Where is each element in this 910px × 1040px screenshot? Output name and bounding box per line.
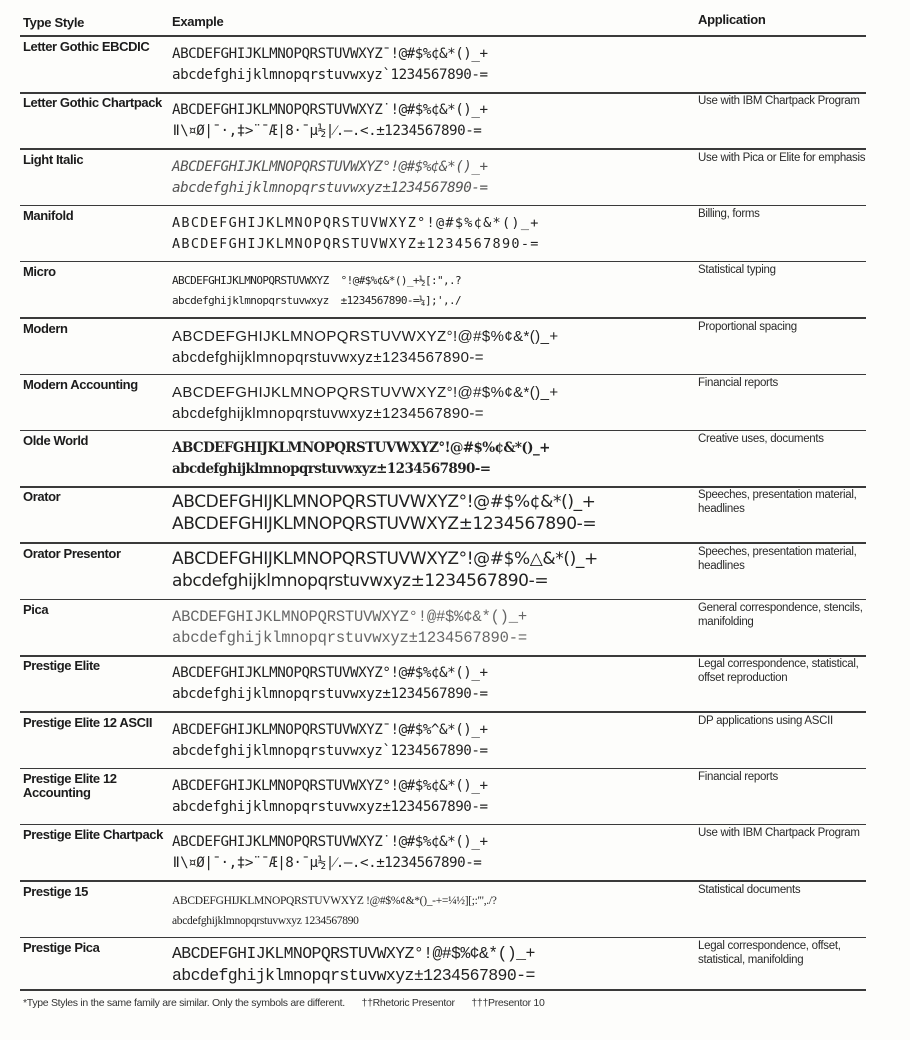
type-style-name: Light Italic — [23, 151, 84, 167]
example-line-2: abcdefghijklmnopqrstuvwxyz±1234567890-= — [172, 629, 527, 647]
type-style-name: Prestige Elite 12 Accounting — [23, 770, 117, 800]
row-divider — [20, 880, 866, 882]
type-example — [172, 213, 540, 255]
type-style-name: Pica — [23, 602, 49, 617]
example-line-2: abcdefghijklmnopqrstuvwxyz`1234567890-= — [172, 67, 488, 83]
example-line-1: ABCDEFGHIJKLMNOPQRSTUVWXYZ°!@#$%¢&*()_+ — [172, 158, 488, 175]
example-line-2: abcdefghijklmnopqrstuvwxyz±1234567890-= — [172, 798, 488, 815]
example-line-1: ABCDEFGHIJKLMNOPQRSTUVWXYZ°!@#$%¢&*()_+ — [172, 383, 559, 401]
example-line-2: abcdefghijklmnopqrstuvwxyz 1234567890 — [172, 914, 359, 927]
application-text: Billing, forms — [698, 207, 760, 220]
example-line-2: abcdefghijklmnopqrstuvwxyz ±1234567890-=¼];',./ — [172, 294, 462, 308]
example-line-1: ABCDEFGHIJKLMNOPQRSTUVWXYZ˙!@#$%¢&*()_+ — [172, 834, 488, 851]
header-rule — [20, 35, 866, 37]
type-style-name: Prestige Pica — [23, 939, 100, 955]
type-style-name: Prestige Elite Chartpack — [23, 827, 163, 843]
type-example — [172, 491, 596, 535]
type-example — [172, 548, 598, 592]
example-line-1: ABCDEFGHIJKLMNOPQRSTUVWXYZ¯!@#$%^&*()_+ — [172, 721, 488, 738]
example-line-1: ABCDEFGHIJKLMNOPQRSTUVWXYZ !@#$%¢&*()_-+=¼½][;:'",./? — [172, 894, 497, 907]
example-line-2: abcdefghijklmnopqrstuvwxyz±1234567890-= — [172, 965, 535, 985]
type-example — [172, 891, 497, 931]
application-text: General correspondence, stencils, manifolding — [698, 602, 863, 628]
table-row — [0, 939, 910, 995]
type-example — [172, 271, 461, 311]
type-example — [172, 663, 488, 705]
example-line-1: ABCDEFGHIJKLMNOPQRSTUVWXYZ°!@#$%¢&*()_+ — [172, 492, 596, 513]
application-text: Statistical documents — [698, 883, 801, 896]
type-style-name: Prestige Elite 12 ASCII — [23, 714, 153, 730]
table-row — [0, 151, 910, 207]
table-row — [0, 601, 910, 657]
application-text: Legal correspondence, statistical, offset reproduction — [698, 658, 859, 685]
application-text: Creative uses, documents — [698, 433, 824, 446]
row-divider — [20, 599, 866, 601]
row-divider — [20, 430, 866, 432]
type-style-name: Orator Presentor — [23, 545, 121, 561]
application-text: Financial reports — [698, 376, 778, 389]
table-row — [0, 488, 910, 544]
type-style-name: Letter Gothic Chartpack — [23, 95, 162, 111]
table-row — [0, 657, 910, 713]
type-style-name: Modern Accounting — [23, 376, 138, 392]
table-row — [0, 320, 910, 376]
example-line-2: abcdefghijklmnopqrstuvwxyz±1234567890-= — [172, 570, 549, 591]
footnotes — [23, 997, 559, 1009]
example-line-2: ǁ\¤Ø|¯·,‡>¨¯Æ|8·¯µ½|⁄.–.<.±1234567890-= — [172, 855, 482, 872]
table-row — [0, 38, 910, 94]
row-divider — [20, 317, 866, 319]
row-divider — [20, 937, 866, 939]
type-example — [172, 832, 488, 874]
row-divider — [20, 768, 866, 770]
table-row — [0, 883, 910, 939]
example-line-2: abcdefghijklmnopqrstuvwxyz±1234567890-= — [172, 348, 484, 366]
example-line-2: ǁ\¤Ø|¯·,‡>¨¯Æ|8·¯µ½|⁄.–.<.±1234567890-= — [172, 123, 482, 140]
table-row — [0, 376, 910, 432]
type-style-name: Prestige Elite — [23, 658, 100, 674]
table-row — [0, 770, 910, 826]
example-line-1: ABCDEFGHIJKLMNOPQRSTUVWXYZ°!@#$%¢&*()_+ — [172, 608, 527, 626]
type-example — [172, 607, 527, 649]
table-row — [0, 94, 910, 150]
row-divider — [20, 261, 866, 263]
type-example — [172, 382, 558, 424]
type-example — [172, 44, 488, 86]
example-line-2: abcdefghijklmnopqrstuvwxyz±1234567890-= — [172, 179, 488, 196]
row-divider — [20, 542, 866, 544]
footnote-presentor: †††Presentor 10 — [471, 997, 545, 1009]
example-line-1: ABCDEFGHIJKLMNOPQRSTUVWXYZ°!@#$%¢&*()_+ — [172, 665, 488, 682]
row-divider — [20, 374, 866, 376]
row-divider — [20, 205, 866, 207]
example-line-1: ABCDEFGHIJKLMNOPQRSTUVWXYZ°!@#$%¢&*()_+ — [172, 440, 550, 457]
example-line-1: ABCDEFGHIJKLMNOPQRSTUVWXYZ¯!@#$%¢&*()_+ — [172, 46, 488, 62]
example-line-2: ABCDEFGHIJKLMNOPQRSTUVWXYZ±1234567890-= — [172, 235, 540, 252]
row-divider — [20, 486, 866, 488]
type-style-name: Orator — [23, 489, 61, 505]
type-example — [172, 720, 488, 762]
row-divider — [20, 824, 866, 826]
row-divider — [20, 655, 866, 657]
header-example: Example — [172, 14, 224, 29]
example-line-1: ABCDEFGHIJKLMNOPQRSTUVWXYZ°!@#$%¢&*()_+ — [172, 943, 535, 963]
type-style-name: Olde World — [23, 433, 89, 449]
example-line-2: abcdefghijklmnopqrstuvwxyz±1234567890-= — [172, 686, 488, 703]
table-row — [0, 545, 910, 601]
table-row — [0, 432, 910, 488]
application-text: Legal correspondence, offset, statistical, manifolding — [698, 939, 841, 966]
type-example — [172, 776, 488, 818]
row-divider — [20, 711, 866, 713]
application-text: Speeches, presentation material, headlines — [698, 545, 857, 572]
application-text: Use with IBM Chartpack Program — [698, 95, 860, 108]
application-text: Statistical typing — [698, 264, 776, 277]
example-line-2: abcdefghijklmnopqrstuvwxyz`1234567890-= — [172, 742, 488, 759]
example-line-1: ABCDEFGHIJKLMNOPQRSTUVWXYZ˙!@#$%¢&*()_+ — [172, 102, 488, 119]
example-line-1: ABCDEFGHIJKLMNOPQRSTUVWXYZ°!@#$%¢&*()_+ — [172, 327, 559, 345]
type-example — [172, 100, 488, 142]
type-example — [172, 326, 558, 368]
table-row — [0, 826, 910, 882]
footnote-rhetoric: ††Rhetoric Presentor — [361, 997, 455, 1009]
header-type-style: Type Style — [23, 15, 85, 30]
type-example — [172, 943, 535, 987]
table-row — [0, 263, 910, 319]
type-style-name: Letter Gothic EBCDIC — [23, 39, 150, 54]
type-example — [172, 157, 488, 199]
example-line-1: ABCDEFGHIJKLMNOPQRSTUVWXYZ°!@#$%¢&*()_+ — [172, 214, 540, 231]
example-line-2: abcdefghijklmnopqrstuvwxyz±1234567890-= — [172, 461, 491, 478]
example-line-1: ABCDEFGHIJKLMNOPQRSTUVWXYZ °!@#$%¢&*()_+½[:",.? — [172, 274, 462, 288]
application-text: Use with IBM Chartpack Program — [698, 827, 860, 840]
example-line-2: ABCDEFGHIJKLMNOPQRSTUVWXYZ±1234567890-= — [172, 514, 597, 535]
table-row — [0, 207, 910, 263]
application-text: Proportional spacing — [698, 320, 797, 333]
example-line-1: ABCDEFGHIJKLMNOPQRSTUVWXYZ°!@#$%¢&*()_+ — [172, 777, 488, 794]
application-text: Speeches, presentation material, headlines — [698, 489, 857, 516]
application-text: Use with Pica or Elite for emphasis — [698, 151, 866, 164]
footer-rule — [20, 989, 866, 991]
header-application: Application — [698, 12, 766, 27]
type-style-name: Prestige 15 — [23, 883, 88, 899]
row-divider — [20, 148, 866, 150]
row-divider — [20, 92, 866, 94]
type-example — [172, 438, 550, 480]
example-line-2: abcdefghijklmnopqrstuvwxyz±1234567890-= — [172, 404, 484, 422]
type-style-name: Manifold — [23, 207, 74, 223]
example-line-1: ABCDEFGHIJKLMNOPQRSTUVWXYZ°!@#$%△&*()_+ — [172, 548, 598, 569]
table-row — [0, 714, 910, 770]
application-text: Financial reports — [698, 770, 778, 783]
footnote-family: *Type Styles in the same family are similar. Only the symbols are different. — [23, 997, 345, 1009]
application-text: DP applications using ASCII — [698, 714, 833, 727]
type-style-name: Micro — [23, 264, 56, 280]
type-style-name: Modern — [23, 320, 68, 336]
